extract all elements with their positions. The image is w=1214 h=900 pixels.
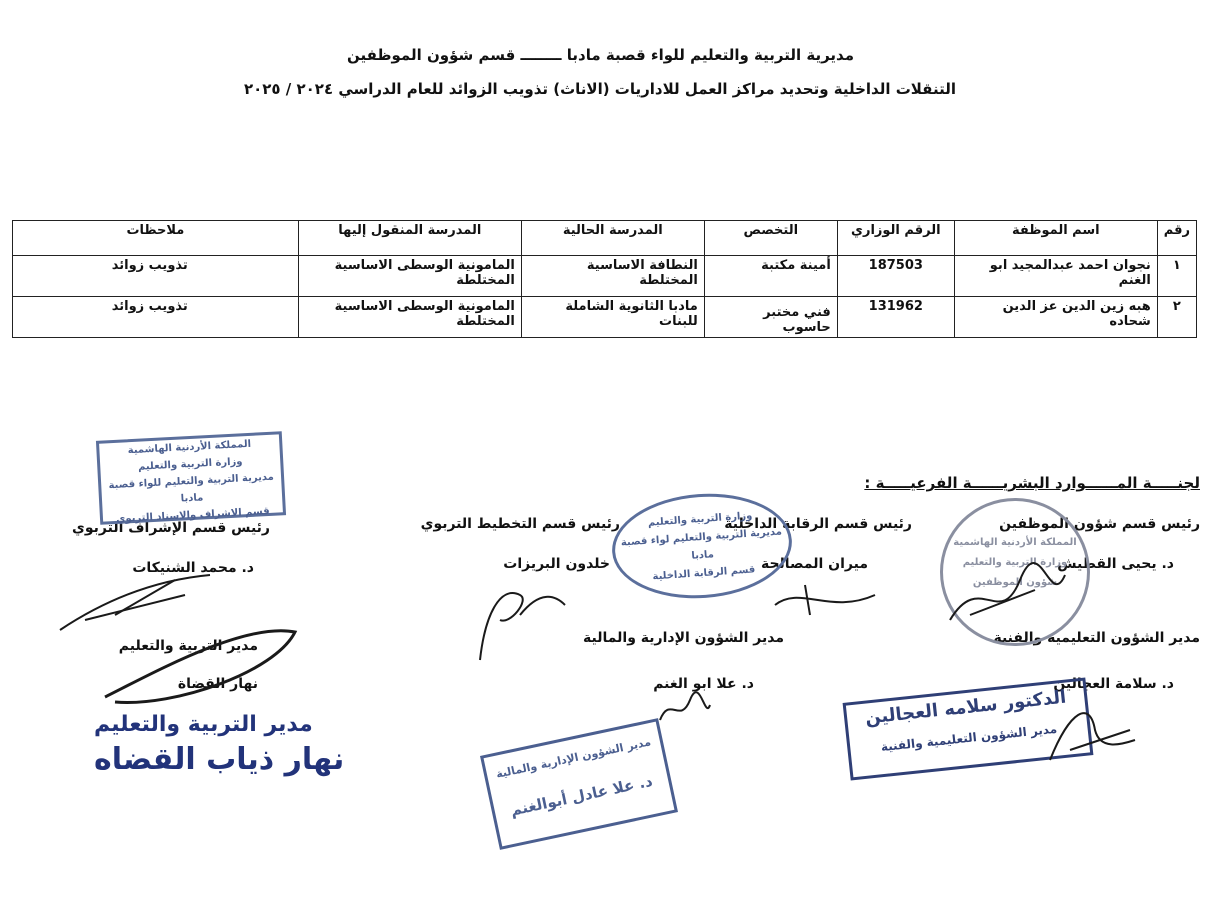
cell-dest-school: المامونية الوسطى الاساسية المختلطة bbox=[298, 297, 521, 338]
signature-audit bbox=[770, 575, 880, 625]
cell-current-school: النطافة الاساسية المختلطة bbox=[521, 256, 704, 297]
head-supervision-name: د. محمد الشنيكات bbox=[132, 560, 254, 576]
supervision-stamp bbox=[96, 431, 286, 525]
stamp-line: مديرية التربية والتعليم لواء قصبة مادبا bbox=[620, 526, 783, 562]
header-line-2: التنقلات الداخلية وتحديد مراكز العمل للاداريات (الاناث) تذويب الزوائد للعام الدراسي ٢٠٢٤ / ٢٠٢٥ bbox=[243, 80, 956, 98]
stamp-line: قسم الرقابة الداخلية bbox=[652, 564, 756, 583]
committee-title: لجنـــــة المــــــوارد البشريــــــة الفرعيـــــة : bbox=[864, 474, 1200, 492]
signature-personnel bbox=[940, 560, 1070, 630]
stamp-line: مديرية التربية والتعليم للواء قصبة مادبا bbox=[108, 471, 275, 505]
admin-fin-director-stamp bbox=[480, 718, 678, 850]
director-edu-tech-name: د. سلامة العجالين bbox=[1053, 676, 1174, 692]
col-header-no: رقم bbox=[1157, 221, 1196, 256]
stamp-line: الدكتور سلامه العجالين bbox=[864, 686, 1068, 729]
cell-no: ٢ bbox=[1157, 297, 1196, 338]
director-big-stamp-line-2: نهار ذياب القضاه bbox=[94, 742, 345, 777]
head-supervision-title: رئيس قسم الإشراف التربوي bbox=[72, 520, 270, 536]
stamp-line: المملكة الأردنية الهاشمية bbox=[953, 537, 1077, 548]
table-row bbox=[13, 256, 1197, 297]
head-personnel-name: د. يحيى القطيش bbox=[1057, 556, 1174, 572]
stamp-line: وزارة التربية والتعليم bbox=[137, 456, 243, 473]
cell-number: 131962 bbox=[837, 297, 954, 338]
director-edu-tech-title: مدير الشؤون التعليمية والفنية bbox=[993, 630, 1200, 646]
director-admin-fin-name: د. علا ابو الغنم bbox=[653, 676, 754, 692]
col-header-dest-school: المدرسة المنقول إليها bbox=[298, 221, 521, 256]
stamp-line: مدير الشؤون التعليمية والفنية bbox=[880, 721, 1058, 755]
cell-name: نجوان احمد عبدالمجيد ابو الغنم bbox=[954, 256, 1157, 297]
head-personnel-title: رئيس قسم شؤون الموظفين bbox=[999, 516, 1200, 532]
audit-oval-stamp bbox=[609, 488, 796, 604]
signature-planning bbox=[460, 575, 570, 665]
col-header-notes: ملاحظات bbox=[13, 221, 299, 256]
col-header-specialty: التخصص bbox=[704, 221, 837, 256]
cell-no: ١ bbox=[1157, 256, 1196, 297]
head-audit-title: رئيس قسم الرقابة الداخلية bbox=[724, 516, 912, 532]
cell-dest-school: المامونية الوسطى الاساسية المختلطة bbox=[298, 256, 521, 297]
cell-specialty: فني مختبر حاسوب bbox=[704, 297, 837, 338]
signature-admin-fin bbox=[655, 690, 715, 730]
stamp-line: مدير الشؤون الإدارية والمالية bbox=[494, 735, 653, 781]
stamp-line: د. علا عادل أبوالغنم bbox=[508, 771, 655, 820]
director-admin-fin-title: مدير الشؤون الإدارية والمالية bbox=[583, 630, 784, 646]
director-education-title: مدير التربية والتعليم bbox=[118, 638, 258, 654]
table-header-row bbox=[13, 221, 1197, 256]
cell-name: هبه زين الدين عز الدين شحاده bbox=[954, 297, 1157, 338]
table-row bbox=[13, 297, 1197, 338]
stamp-line: المملكة الأردنية الهاشمية bbox=[127, 438, 252, 457]
stamp-line: قسم الاشراف والاسناد التربوي bbox=[115, 505, 270, 525]
stamp-line: وزارة التربية والتعليم bbox=[962, 557, 1068, 568]
stamp-line: شؤون الموظفين bbox=[972, 577, 1058, 588]
col-header-current-school: المدرسة الحالية bbox=[521, 221, 704, 256]
cell-current-school: مادبا الثانوية الشاملة للبنات bbox=[521, 297, 704, 338]
cell-number: 187503 bbox=[837, 256, 954, 297]
col-header-name: اسم الموظفة bbox=[954, 221, 1157, 256]
signature-director bbox=[95, 612, 305, 712]
col-header-number: الرقم الوزاري bbox=[837, 221, 954, 256]
cell-notes: تذويب زوائد bbox=[13, 297, 299, 338]
header-line-1: مديرية التربية والتعليم للواء قصبة مادبا ــــــــ قسم شؤون الموظفين bbox=[346, 46, 854, 64]
transfers-table bbox=[12, 220, 1197, 338]
cell-notes: تذويب زوائد bbox=[13, 256, 299, 297]
stamp-line: وزارة التربية والتعليم bbox=[647, 510, 753, 529]
head-planning-title: رئيس قسم التخطيط التربوي bbox=[420, 516, 620, 532]
head-planning-name: خلدون البريزات bbox=[503, 556, 610, 572]
director-education-name: نهار القضاة bbox=[177, 676, 258, 692]
cell-specialty: أمينة مكتبة bbox=[704, 256, 837, 297]
director-big-stamp-line-1: مدير التربية والتعليم bbox=[94, 712, 313, 737]
signature-edu-tech bbox=[1040, 690, 1140, 770]
head-audit-name: ميران المصالحة bbox=[760, 556, 868, 572]
